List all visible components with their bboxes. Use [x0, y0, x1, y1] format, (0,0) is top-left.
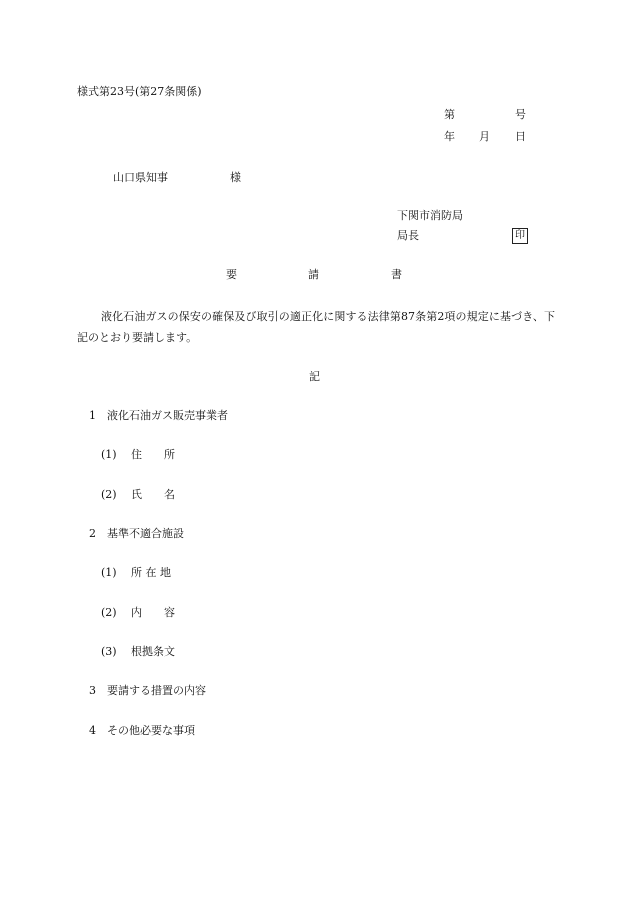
date-day: 日: [515, 130, 526, 143]
item-2-3-label: 根拠条文: [131, 645, 175, 658]
item-1-1-number: (1): [101, 448, 117, 461]
sender-title: 局長: [397, 229, 419, 242]
doc-title-char-2: 請: [308, 268, 319, 281]
number-go: 号: [515, 108, 526, 121]
doc-title-char-1: 要: [226, 268, 237, 281]
seal-mark: 印: [512, 228, 528, 244]
item-2-3-number: (3): [101, 645, 117, 658]
item-2-2-number: (2): [101, 606, 117, 619]
item-2-1-label: 所 在 地: [131, 566, 171, 579]
ki-heading: 記: [309, 370, 320, 383]
date-year: 年: [444, 130, 455, 143]
item-2-label: 基準不適合施設: [107, 527, 184, 540]
form-label: 様式第23号(第27条関係): [77, 85, 202, 98]
item-3-number: 3: [89, 684, 96, 697]
item-1-number: 1: [89, 409, 96, 422]
addressee-name: 山口県知事: [113, 171, 168, 184]
item-4-label: その他必要な事項: [107, 724, 195, 737]
item-4-number: 4: [89, 724, 96, 737]
item-1-label: 液化石油ガス販売事業者: [107, 409, 228, 422]
number-dai: 第: [444, 108, 455, 121]
doc-title-char-3: 書: [391, 268, 402, 281]
item-2-1-number: (1): [101, 566, 117, 579]
item-1-2-number: (2): [101, 488, 117, 501]
date-month: 月: [479, 130, 490, 143]
sender-organization: 下関市消防局: [397, 209, 463, 222]
item-2-number: 2: [89, 527, 96, 540]
item-3-label: 要請する措置の内容: [107, 684, 206, 697]
addressee-honorific: 様: [230, 171, 241, 184]
item-2-2-label: 内 容: [131, 606, 175, 619]
item-1-1-label: 住 所: [131, 448, 175, 461]
body-paragraph: 液化石油ガスの保安の確保及び取引の適正化に関する法律第87条第2項の規定に基づき、下記のとおり要請します。: [77, 310, 555, 344]
item-1-2-label: 氏 名: [131, 488, 175, 501]
